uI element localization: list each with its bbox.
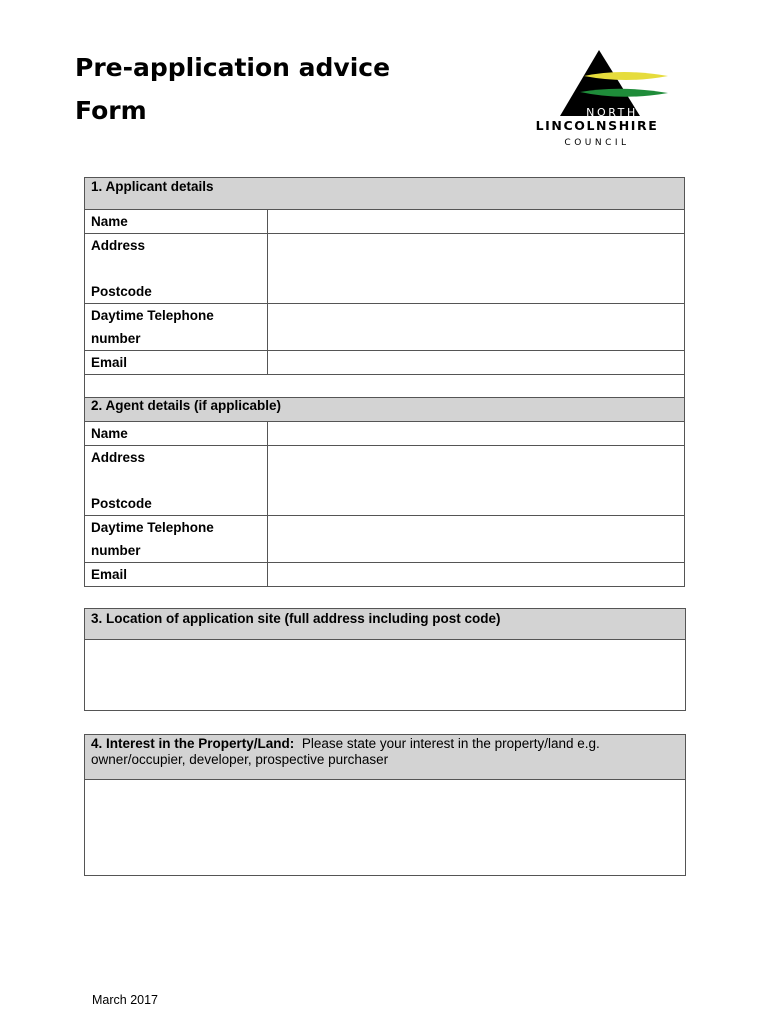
section-4-header <box>85 735 685 780</box>
section-1-header: 1. Applicant details <box>85 178 685 210</box>
agent-email-field[interactable] <box>268 563 685 587</box>
footer-date: March 2017 <box>92 993 159 1007</box>
logo-council: COUNCIL <box>564 138 630 148</box>
location-field[interactable] <box>85 640 685 710</box>
applicant-email-label: Email <box>85 351 268 375</box>
section-4-instructions: Please state your interest in the property/land e.g. owner/occupier, developer, prospective purchaser <box>91 736 600 767</box>
location-section <box>84 608 686 711</box>
applicant-email-field[interactable] <box>268 351 685 375</box>
applicant-address-label: Address Postcode <box>85 234 268 304</box>
agent-name-label: Name <box>85 422 268 446</box>
title-line-2: Form <box>75 96 147 125</box>
section-spacer <box>85 375 685 398</box>
agent-phone-field[interactable] <box>268 516 685 563</box>
council-logo <box>522 46 682 156</box>
agent-phone-label: Daytime Telephone number <box>85 516 268 563</box>
section-3-header: 3. Location of application site (full address including post code) <box>85 609 685 640</box>
applicant-address-field[interactable] <box>268 234 685 304</box>
logo-lincolnshire: LINCOLNSHIRE <box>535 118 659 133</box>
applicant-name-label: Name <box>85 210 268 234</box>
title-line-1: Pre-application advice <box>75 53 391 82</box>
agent-email-label: Email <box>85 563 268 587</box>
applicant-phone-label: Daytime Telephone number <box>85 304 268 351</box>
section-4-title: 4. Interest in the Property/Land: <box>91 736 295 751</box>
agent-address-label: Address Postcode <box>85 446 268 516</box>
page-title <box>75 46 390 132</box>
agent-address-field[interactable] <box>268 446 685 516</box>
applicant-name-field[interactable] <box>268 210 685 234</box>
logo-north: NORTH <box>586 106 638 119</box>
section-2-header: 2. Agent details (if applicable) <box>85 398 685 422</box>
applicant-phone-field[interactable] <box>268 304 685 351</box>
agent-name-field[interactable] <box>268 422 685 446</box>
interest-field[interactable] <box>85 780 685 874</box>
interest-section <box>84 734 686 876</box>
applicant-details-table <box>84 177 685 587</box>
